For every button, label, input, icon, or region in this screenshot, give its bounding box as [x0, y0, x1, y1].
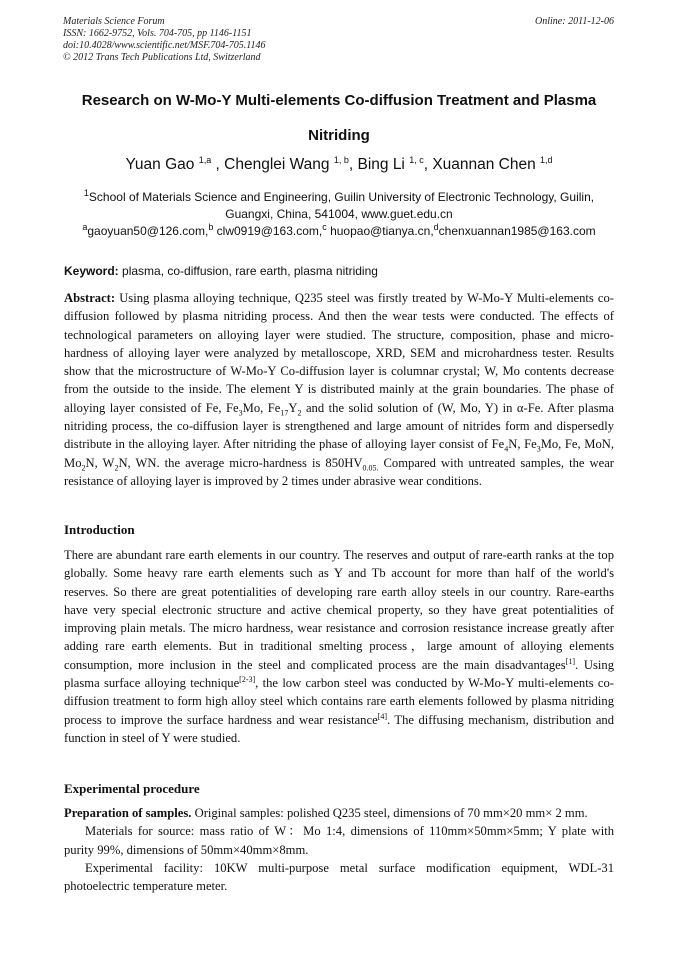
paper-title-line-1: Research on W-Mo-Y Multi-elements Co-diffusion Treatment and Plasma: [81, 92, 597, 109]
introduction-heading: Introduction: [64, 522, 135, 537]
abstract-text: N, WN. the average micro-hardness is 850HV: [118, 455, 363, 470]
subscript: 2: [81, 463, 86, 473]
citation: [4]: [377, 711, 387, 721]
preparation-paragraph: [64, 804, 614, 822]
subscript: 3: [238, 408, 243, 418]
abstract-text: and the solid solution of (W, Mo, Y) in α-Fe. After plasma nitriding process, the co-diffusion layer is strengthened and large amount of nitrides form and dispersedly distribute in the alloying layer. After nitriding the phase of alloying layer consist of Fe: [64, 400, 614, 452]
author-sup: 1,d: [540, 154, 553, 165]
citation: [1]: [565, 656, 575, 666]
author-sup: 1, c: [409, 154, 424, 165]
preparation-label: Preparation of samples.: [64, 806, 192, 820]
email-sup: c: [322, 222, 327, 232]
affiliation-sup: 1: [83, 188, 89, 198]
materials-paragraph: Materials for source: mass ratio of W：Mo 1:4, dimensions of 110mm×50mm×5mm; Y plate with purity 99%, dimensions of 50mm×40mm×8mm.: [64, 824, 614, 857]
abstract-text: N, W: [85, 455, 115, 470]
author-name: Yuan Gao: [125, 156, 199, 173]
abstract-text: Mo, Fe: [242, 400, 281, 415]
preparation-text: Original samples: polished Q235 steel, dimensions of 70 mm×20 mm× 2 mm.: [191, 806, 588, 820]
subscript: 2: [114, 463, 119, 473]
abstract: [64, 289, 614, 490]
citation: [2-3]: [239, 674, 256, 684]
journal-doi: doi:10.4028/www.scientific.net/MSF.704-705.1146: [63, 40, 266, 51]
keywords-label: Keyword:: [64, 264, 119, 278]
subscript: 3: [536, 444, 541, 454]
intro-text: , the low carbon steel was conducted by W-Mo-Y multi-elements co-diffusion treatment to form high alloy steel which contains rare earth elements followed by plasma nitriding process to improve the surface hardness and wear resistance: [64, 676, 615, 727]
journal-issn: ISSN: 1662-9752, Vols. 704-705, pp 1146-1151: [63, 28, 252, 39]
subscript: 0.05.: [362, 463, 379, 473]
email-link[interactable]: clw0919@163.com,: [213, 224, 323, 238]
subscript: 2: [297, 408, 302, 418]
email-sup: a: [82, 222, 88, 232]
subscript: 4: [504, 444, 509, 454]
journal-copyright: © 2012 Trans Tech Publications Ltd, Switzerland: [63, 52, 261, 63]
introduction-body: [64, 546, 614, 747]
affiliation-line-2: Guangxi, China, 541004, www.guet.edu.cn: [225, 207, 453, 221]
abstract-text: N, Fe: [508, 437, 537, 452]
intro-text: . The diffusing mechanism, distribution and function in steel of Y were studied.: [64, 712, 615, 745]
intro-text: There are abundant rare earth elements in our country. The reserves and output of rare-earth ranks at the top globally. Some heavy rare earth elements such as Y and Tb account for more than half of the world's reserves. So there are great potentialities of developing rare earth alloy steels in our country. Rare-earths have very special electronic structure and active chemical property, so they have great potentialities of improving plain metals. The micro hardness, wear resistance and corrosion resistance increase greatly after adding rare earth elements. But in traditional smelting process，large amount of alloying elements consumption, more inclusion in the steel and complicated process are the main disadvantages: [64, 548, 614, 672]
abstract-text: Mo, Fe, MoN, Mo: [64, 437, 614, 470]
journal-name: Materials Science Forum: [63, 16, 165, 27]
paper-title-line-2: Nitriding: [308, 127, 370, 144]
keywords-text: plasma, co-diffusion, rare earth, plasma nitriding: [118, 264, 378, 278]
online-date: Online: 2011-12-06: [535, 16, 614, 27]
experimental-body: [64, 804, 614, 895]
affiliation: [60, 189, 618, 223]
keywords: [64, 264, 378, 278]
journal-header: [63, 16, 266, 64]
intro-text: . Using plasma surface alloying technique: [64, 657, 614, 691]
abstract-text: Compared with untreated samples, the wear resistance of alloying layer is improved by 2 times under abrasive wear conditions.: [64, 455, 614, 488]
email-link[interactable]: gaoyuan50@126.com,: [87, 224, 209, 238]
subscript: 17: [280, 408, 289, 418]
email-sup: d: [433, 222, 439, 232]
author-sup: 1,a: [198, 154, 212, 165]
author-name: , Chenglei Wang: [211, 156, 334, 173]
author-list: [40, 156, 638, 174]
abstract-text: Using plasma alloying technique, Q235 steel was firstly treated by W-Mo-Y Multi-elements co-diffusion followed by plasma nitriding process. And then the wear tests were conducted. The effects of technological parameters on alloying layer were studied. The structure, composition, phase and micro-hardness of alloying layer were analyzed by metalloscope, XRD, SEM and microhardness tester. Results show that the microstructure of W-Mo-Y Co-diffusion layer is columnar crystal; W, Mo contents decrease from the outside to the inside. The element Y is distributed mainly at the grain boundaries. The phase of alloying layer consisted of Fe, Fe: [64, 291, 614, 415]
facility-paragraph: Experimental facility: 10KW multi-purpose metal surface modification equipment, WDL-31 photoelectric temperature meter.: [64, 860, 614, 894]
abstract-text: Y: [288, 400, 298, 415]
author-name: , Bing Li: [348, 156, 410, 173]
affiliation-line-1: School of Materials Science and Engineering, Guilin University of Electronic Technology, Guilin,: [88, 190, 595, 204]
experimental-heading: Experimental procedure: [64, 781, 200, 796]
author-sup: 1, b: [333, 154, 349, 165]
author-name: , Xuannan Chen: [423, 156, 541, 173]
email-sup: b: [208, 222, 214, 232]
abstract-label: Abstract:: [64, 291, 116, 305]
author-emails: [50, 224, 628, 238]
email-link[interactable]: huopao@tianya.cn,: [326, 224, 434, 238]
email-link[interactable]: chenxuannan1985@163.com: [438, 224, 596, 238]
